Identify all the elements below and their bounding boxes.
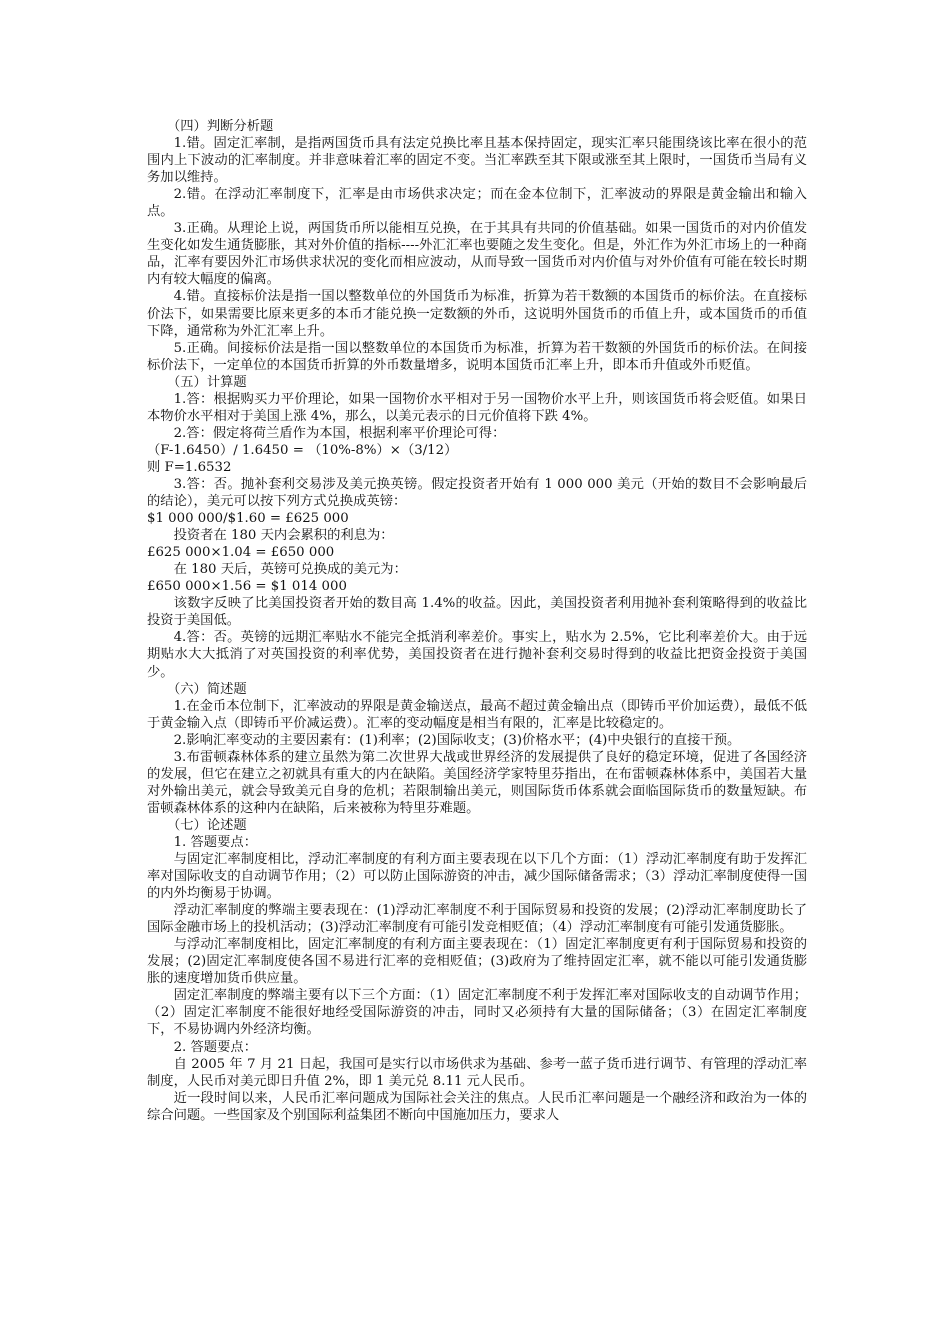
paragraph: 2.错。在浮动汇率制度下，汇率是由市场供求决定；而在金本位制下，汇率波动的界限是黄金输出和输入点。	[147, 187, 807, 220]
paragraph: 4.错。直接标价法是指一国以整数单位的外国货币为标准，折算为若干数额的本国货币的标价法。在直接标价法下，如果需要比原来更多的本币才能兑换一定数额的外币，这说明外国货币的币值上升，或本国货币的币值下降，通常称为外汇汇率上升。	[147, 289, 807, 339]
section-heading-6: （六）简述题	[166, 681, 247, 697]
paragraph: 在 180 天后，英镑可兑换成的美元为：	[173, 562, 407, 578]
paragraph: 1.在金币本位制下，汇率波动的界限是黄金输送点，最高不超过黄金输出点（即铸币平价加运费），最低不低于黄金输入点（即铸币平价减运费）。汇率的变动幅度是相当有限的，汇率是比较稳定的。	[147, 698, 807, 731]
paragraph: 5.正确。间接标价法是指一国以整数单位的本国货币为标准，折算为若干数额的外国货币的标价法。在间接标价法下，一定单位的本国货币折算的外币数量增多，说明本国货币汇率上升，即本币升值或外币贬值。	[147, 340, 807, 373]
paragraph: 4.答：否。英镑的远期汇率贴水不能完全抵消利率差价。事实上，贴水为 2.5%，它比利率差价大。由于远期贴水大大抵消了对英国投资的利率优势，美国投资者在进行抛补套利交易时得到的收益比把资金投资于美国少。	[147, 630, 807, 680]
paragraph: 1.答：根据购买力平价理论，如果一国物价水平相对于另一国物价水平上升，则该国货币将会贬值。如果日本物价水平相对于美国上涨 4%，那么，以美元表示的日元价值将下跌 4%。	[147, 391, 807, 424]
paragraph: 该数字反映了比美国投资者开始的数目高 1.4%的收益。因此，美国投资者利用抛补套利策略得到的收益比投资于美国低。	[147, 596, 807, 629]
formula-line: £650 000×1.56 = $1 014 000	[147, 579, 347, 595]
paragraph: 与固定汇率制度相比，浮动汇率制度的有利方面主要表现在以下几个方面：（1）浮动汇率制度有助于发挥汇率对国际收支的自动调节作用；（2）可以防止国际游资的冲击，减少国际储备需求；（3）浮动汇率制度使得一国的内外均衡易于协调。	[147, 852, 807, 902]
paragraph: 投资者在 180 天内会累积的利息为：	[173, 528, 394, 544]
paragraph: 自 2005 年 7 月 21 日起，我国可是实行以市场供求为基础、参考一蓝子货币进行调节、有管理的浮动汇率制度，人民币对美元即日升值 2%，即 1 美元兑 8.11 元人民币。	[147, 1056, 807, 1089]
section-heading-7: （七）论述题	[166, 817, 247, 833]
paragraph: 3.正确。从理论上说，两国货币所以能相互兑换，在于其具有共同的价值基础。如果一国货币的对内价值发生变化如发生通货膨胀，其对外价值的指标----外汇汇率也要随之发生变化。但是，外汇作为外汇市场上的一种商品，汇率有要因外汇市场供求状况的变化而相应波动，从而导致一国货币对内价值与对外价值有可能在较长时期内有较大幅度的偏离。	[147, 221, 807, 288]
paragraph: 1. 答题要点：	[173, 834, 257, 850]
formula-line: 则 F=1.6532	[147, 459, 232, 475]
document-page	[147, 118, 807, 1124]
paragraph: 3.答：否。抛补套利交易涉及美元换英镑。假定投资者开始有 1 000 000 美元（开始的数目不会影响最后的结论），美元可以按下列方式兑换成英镑：	[147, 476, 807, 510]
paragraph: 与浮动汇率制度相比，固定汇率制度的有利方面主要表现在：（1）固定汇率制度更有利于国际贸易和投资的发展；(2)固定汇率制度使各国不易进行汇率的竞相贬值；(3)政府为了维持固定汇率，就不能以可能引发通货膨胀的速度增加货币供应量。	[147, 937, 807, 987]
paragraph: 浮动汇率制度的弊端主要表现在：(1)浮动汇率制度不利于国际贸易和投资的发展；(2)浮动汇率制度助长了国际金融市场上的投机活动；(3)浮动汇率制度有可能引发竞相贬值；（4）浮动汇率制度有可能引发通货膨胀。	[147, 903, 807, 936]
paragraph: 固定汇率制度的弊端主要有以下三个方面：（1）固定汇率制度不利于发挥汇率对国际收支的自动调节作用；（2）固定汇率制度不能很好地经受国际游资的冲击，同时又必须持有大量的国际储备；（3）在固定汇率制度下，不易协调内外经济均衡。	[147, 988, 807, 1038]
paragraph: 2.答：假定将荷兰盾作为本国，根据利率平价理论可得：	[173, 425, 506, 441]
paragraph: 2.影响汇率变动的主要因素有：(1)利率；(2)国际收支；(3)价格水平；(4)中央银行的直接干预。	[173, 732, 741, 748]
formula-line: $1 000 000/$1.60 = £625 000	[147, 511, 349, 527]
paragraph: 2. 答题要点：	[173, 1039, 257, 1055]
paragraph: 近一段时间以来，人民币汇率问题成为国际社会关注的焦点。人民币汇率问题是一个融经济和政治为一体的综合问题。一些国家及个别国际利益集团不断向中国施加压力，要求人	[147, 1090, 807, 1123]
section-heading-4: （四）判断分析题	[166, 119, 274, 134]
paragraph: 3.布雷顿森林体系的建立虽然为第二次世界大战或世界经济的发展提供了良好的稳定环境，促进了各国经济的发展，但它在建立之初就具有重大的内在缺陷。美国经济学家特里芬指出，在布雷顿森林体系中，美国若大量对外输出美元，就会导致美元自身的危机；若限制输出美元，则国际货币体系就会面临国际货币的数量短缺。布雷顿森林体系的这种内在缺陷，后来被称为特里芬难题。	[147, 749, 807, 816]
section-heading-5: （五）计算题	[166, 374, 247, 390]
paragraph: 1.错。固定汇率制，是指两国货币具有法定兑换比率且基本保持固定，现实汇率只能围绕该比率在很小的范围内上下波动的汇率制度。并非意味着汇率的固定不变。当汇率跌至其下限或涨至其上限时，一国货币当局有义务加以维持。	[147, 136, 807, 186]
formula-line: （F-1.6450）/ 1.6450 = （10%-8%）×（3/12）	[147, 442, 458, 458]
formula-line: £625 000×1.04 = £650 000	[147, 545, 335, 561]
